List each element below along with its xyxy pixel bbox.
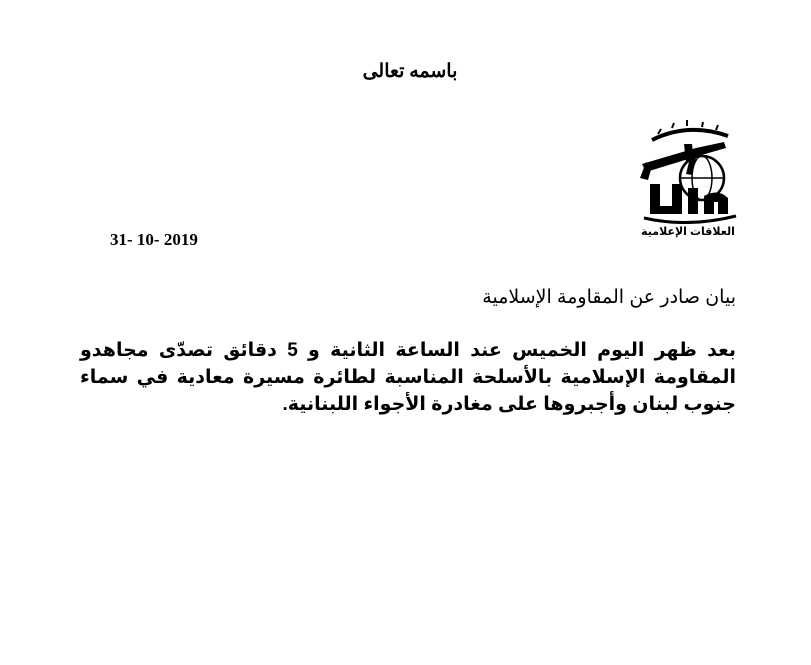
document-date: 31- 10- 2019 [110, 230, 198, 249]
logo-caption: العلاقات الإعلامية [641, 226, 735, 238]
statement-title: بيان صادر عن المقاومة الإسلامية [482, 287, 736, 308]
statement-body: بعد ظهر اليوم الخميس عند الساعة الثانية و 5 دقائق تصدّى مجاهدو المقاومة الإسلامية بالأسلحة المناسبة لطائرة مسيرة معادية في سماء جنوب لبنان وأجبروها على مغادرة الأجواء اللبنانية. [80, 340, 737, 415]
logo-emblem-icon [632, 118, 744, 224]
basmala-heading: باسمه تعالى [362, 61, 458, 82]
